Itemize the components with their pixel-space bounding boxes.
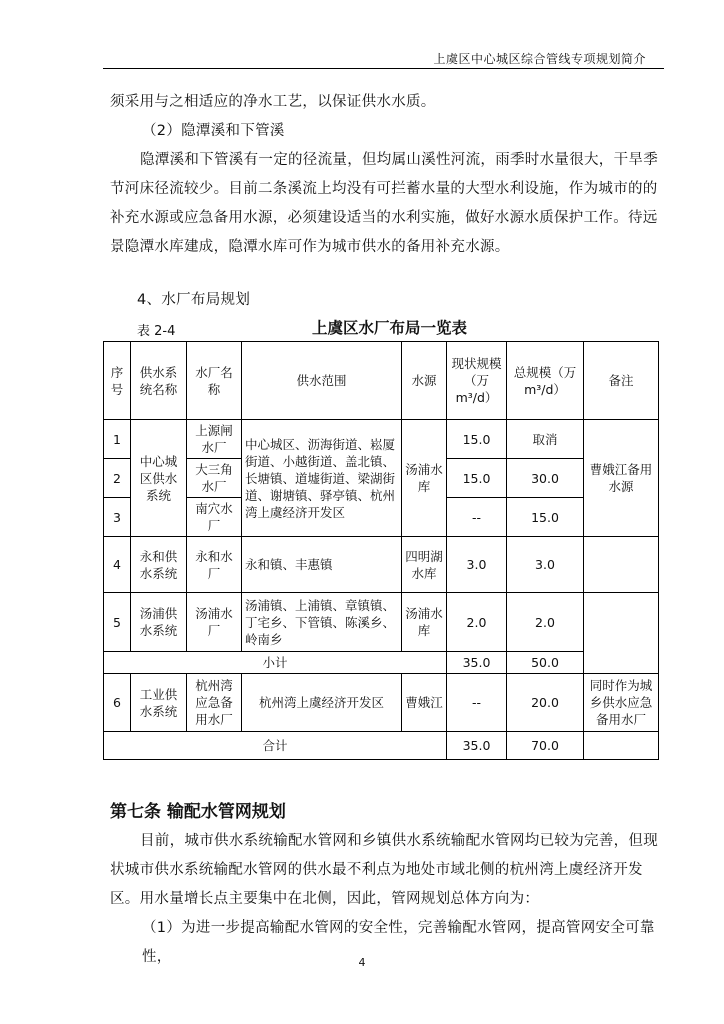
grand-total-total: 70.0 — [507, 732, 584, 760]
cell-plant: 大三角水厂 — [187, 459, 242, 498]
cell-note — [584, 732, 659, 760]
cell-seq: 6 — [104, 674, 131, 732]
cell-seq: 3 — [104, 498, 131, 537]
cell-system: 永和供水系统 — [131, 537, 187, 593]
cell-area: 中心城区、沥海街道、崧厦街道、小越街道、盖北镇、长塘镇、道墟街道、梁湖街道、谢塘镇、驿亭镇、杭州湾上虞经济开发区 — [242, 420, 402, 537]
cell-source: 汤浦水库 — [402, 593, 447, 652]
cell-area: 永和镇、丰惠镇 — [242, 537, 402, 593]
header-source: 水源 — [402, 342, 447, 420]
cell-seq: 1 — [104, 420, 131, 459]
cell-plant: 永和水厂 — [187, 537, 242, 593]
subheading-plant-layout: 4、水厂布局规划 — [137, 292, 251, 308]
cell-seq: 2 — [104, 459, 131, 498]
section-heading: 第七条 输配水管网规划 — [110, 802, 286, 822]
cell-area: 杭州湾上虞经济开发区 — [242, 674, 402, 732]
water-plant-table — [103, 341, 659, 760]
cell-source: 曹娥江 — [402, 674, 447, 732]
cell-current: -- — [447, 674, 507, 732]
subtotal-current: 35.0 — [447, 652, 507, 674]
header-note: 备注 — [584, 342, 659, 420]
grand-total-label: 合计 — [104, 732, 447, 760]
table-title: 上虞区水厂布局一览表 — [312, 319, 468, 337]
cell-source: 汤浦水库 — [402, 420, 447, 537]
header-current: 现状规模（万m³/d） — [447, 342, 507, 420]
header-plant: 水厂名称 — [187, 342, 242, 420]
paragraph-streams: 隐潭溪和下管溪有一定的径流量，但均属山溪性河流，雨季时水量很大，干旱季节河床径流较少。目前二条溪流上均没有可拦蓄水量的大型水利设施，作为城市的的补充水源或应急备用水源，必须建设适当的水利实施，做好水源水质保护工作。待远景隐潭水库建成，隐潭水库可作为城市供水的备用补充水源。 — [110, 152, 658, 255]
header-rule — [103, 68, 664, 69]
cell-system: 中心城区供水系统 — [131, 420, 187, 537]
header-seq: 序号 — [104, 342, 131, 420]
cell-system: 汤浦供水系统 — [131, 593, 187, 652]
cell-total: 取消 — [507, 420, 584, 459]
subtotal-row — [104, 652, 659, 674]
paragraph-pipe-safety: （1）为进一步提高输配水管网的安全性，完善输配水管网，提高管网安全可靠性， — [142, 920, 655, 965]
cell-system: 工业供水系统 — [131, 674, 187, 732]
cell-note: 同时作为城乡供水应急备用水厂 — [584, 674, 659, 732]
table-row — [104, 674, 659, 732]
header-total: 总规模（万m³/d） — [507, 342, 584, 420]
cell-total: 20.0 — [507, 674, 584, 732]
subtotal-label: 小计 — [104, 652, 447, 674]
cell-current: -- — [447, 498, 507, 537]
table-row — [104, 537, 659, 593]
header-area: 供水范围 — [242, 342, 402, 420]
page-number: 4 — [358, 956, 366, 969]
cell-plant: 杭州湾应急备用水厂 — [187, 674, 242, 732]
cell-total: 15.0 — [507, 498, 584, 537]
grand-total-current: 35.0 — [447, 732, 507, 760]
cell-plant: 上源闸水厂 — [187, 420, 242, 459]
paragraph-water-treatment: 须采用与之相适应的净水工艺，以保证供水水质。 — [110, 94, 436, 110]
cell-area: 汤浦镇、上浦镇、章镇镇、丁宅乡、下管镇、陈溪乡、岭南乡 — [242, 593, 402, 652]
running-header: 上虞区中心城区综合管线专项规划简介 — [433, 52, 646, 66]
cell-total: 2.0 — [507, 593, 584, 652]
cell-current: 3.0 — [447, 537, 507, 593]
cell-current: 15.0 — [447, 420, 507, 459]
header-system: 供水系统名称 — [131, 342, 187, 420]
subheading-streams: （2）隐潭溪和下管溪 — [142, 123, 285, 139]
paragraph-pipe-network: 目前，城市供水系统输配水管网和乡镇供水系统输配水管网均已较为完善，但现状城市供水系统输配水管网的供水最不利点为地处市域北侧的杭州湾上虞经济开发区。用水量增长点主要集中在北侧，因此，管网规划总体方向为： — [110, 833, 658, 907]
cell-current: 15.0 — [447, 459, 507, 498]
table-header-row — [104, 342, 659, 420]
table-number: 表 2-4 — [137, 324, 176, 339]
cell-current: 2.0 — [447, 593, 507, 652]
cell-source: 四明湖水库 — [402, 537, 447, 593]
cell-note — [584, 537, 659, 593]
cell-seq: 5 — [104, 593, 131, 652]
cell-seq: 4 — [104, 537, 131, 593]
cell-note: 曹娥江备用水源 — [584, 420, 659, 537]
cell-note — [584, 593, 659, 674]
cell-total: 30.0 — [507, 459, 584, 498]
cell-plant: 汤浦水厂 — [187, 593, 242, 652]
table-row — [104, 593, 659, 652]
table-row — [104, 420, 659, 459]
cell-plant: 南穴水厂 — [187, 498, 242, 537]
grand-total-row — [104, 732, 659, 760]
cell-total: 3.0 — [507, 537, 584, 593]
subtotal-total: 50.0 — [507, 652, 584, 674]
